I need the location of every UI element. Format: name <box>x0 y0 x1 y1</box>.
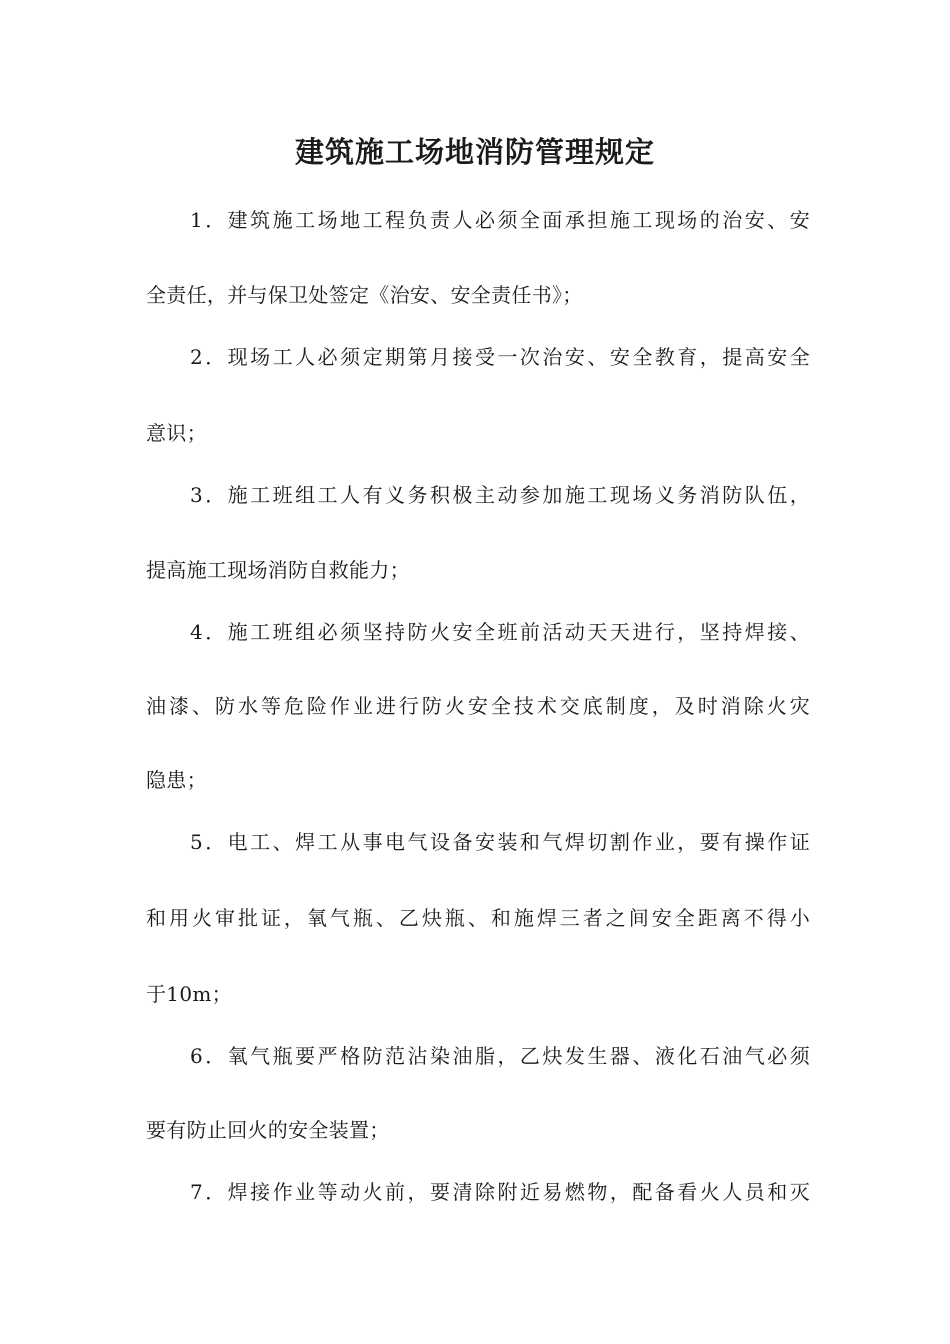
document-title: 建筑施工场地消防管理规定 <box>294 135 655 169</box>
paragraph-line: 油漆、防水等危险作业进行防火安全技术交底制度，及时消除火灾 <box>146 694 810 718</box>
paragraph-line: 要有防止回火的安全装置； <box>146 1118 390 1142</box>
paragraph-line: 提高施工现场消防自救能力； <box>146 558 410 582</box>
paragraph-line: 3．施工班组工人有义务积极主动参加施工现场义务消防队伍， <box>190 483 810 507</box>
paragraph-line: 2．现场工人必须定期第月接受一次治安、安全教育，提高安全 <box>190 345 810 369</box>
paragraph-line: 6．氧气瓶要严格防范沾染油脂，乙炔发生器、液化石油气必须 <box>190 1044 810 1068</box>
paragraph-line: 意识； <box>146 421 207 445</box>
paragraph-line: 1．建筑施工场地工程负责人必须全面承担施工现场的治安、安 <box>190 208 810 232</box>
paragraph-line: 7．焊接作业等动火前，要清除附近易燃物，配备看火人员和灭 <box>190 1180 810 1204</box>
paragraph-line: 于10m； <box>146 982 232 1006</box>
paragraph-line: 隐患； <box>146 768 207 792</box>
paragraph-line: 5．电工、焊工从事电气设备安装和气焊切割作业，要有操作证 <box>190 830 810 854</box>
paragraph-line: 全责任，并与保卫处签定《治安、安全责任书》； <box>146 283 583 307</box>
paragraph-line: 4．施工班组必须坚持防火安全班前活动天天进行，坚持焊接、 <box>190 620 810 644</box>
paragraph-line: 和用火审批证，氧气瓶、乙炔瓶、和施焊三者之间安全距离不得小 <box>146 906 810 930</box>
